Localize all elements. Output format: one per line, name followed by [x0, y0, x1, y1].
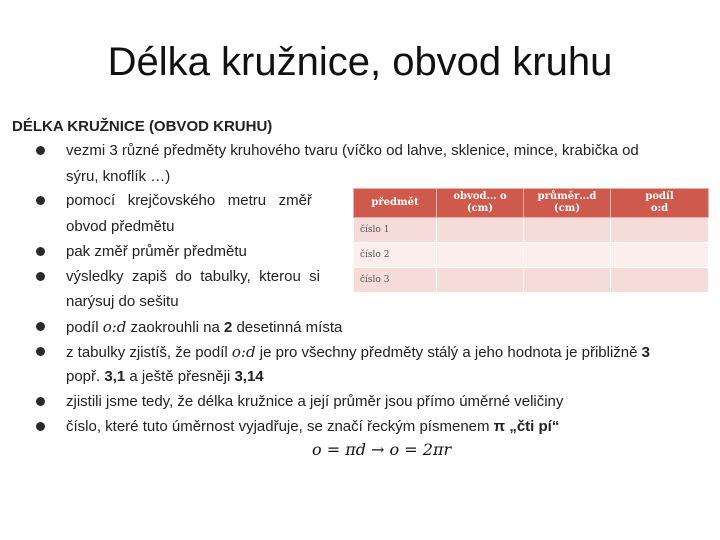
- table-cell: [524, 243, 611, 268]
- text: zaokrouhli na: [126, 319, 224, 336]
- col-header-circumference: [437, 189, 524, 218]
- bullet-dot: [36, 146, 45, 155]
- text: je pro všechny předměty stálý a jeho hodnota je přibližně: [255, 344, 642, 361]
- text-bold: 3,14: [234, 368, 264, 385]
- header-line: o:d: [650, 203, 669, 214]
- text-bold: 2: [223, 319, 233, 336]
- bullet-6-line-2: [66, 368, 264, 385]
- table-cell: [611, 268, 709, 293]
- bullet-dot: [36, 196, 45, 205]
- table-cell: číslo 3: [354, 268, 437, 293]
- bullet-dot: [36, 247, 45, 256]
- table-cell: číslo 2: [354, 243, 437, 268]
- col-header-diameter: [524, 189, 611, 218]
- text: podíl: [66, 319, 103, 336]
- bullet-4-line-2: narýsuj do sešitu: [66, 293, 179, 310]
- table-header-row: [354, 189, 709, 218]
- bullet-2-line-1: pomocí krejčovského metru změř: [66, 192, 312, 209]
- table-cell: [524, 218, 611, 243]
- table-cell: číslo 1: [354, 218, 437, 243]
- bullet-2-line-2: obvod předmětu: [66, 218, 175, 235]
- text-bold: 3,1: [104, 368, 126, 385]
- table-row: [354, 268, 709, 293]
- header-line: průměr…d: [537, 191, 597, 202]
- table-row: [354, 218, 709, 243]
- table-cell: [437, 243, 524, 268]
- table-row: [354, 243, 709, 268]
- bullet-6-line-1: [66, 343, 650, 361]
- text-bold: 3: [641, 344, 650, 361]
- bullet-dot: [36, 422, 45, 431]
- header-line: (cm): [553, 203, 581, 214]
- bullet-dot: [36, 397, 45, 406]
- slide-content: [8, 114, 714, 474]
- bullet-dot: [36, 272, 45, 281]
- bullet-5-line-1: [66, 318, 342, 336]
- bullet-1-line-1: vezmi 3 různé předměty kruhového tvaru (víčko od lahve, sklenice, mince, krabička od: [66, 142, 639, 159]
- text: desetinná místa: [232, 319, 343, 336]
- bullet-3-line-1: pak změř průměr předmětu: [66, 243, 247, 260]
- bullet-dot: [36, 322, 45, 331]
- col-header-ratio: [611, 189, 709, 218]
- header-line: předmět: [371, 197, 419, 208]
- text: z tabulky zjistíš, že podíl: [66, 344, 232, 361]
- text-bold: π „čti pí“: [493, 418, 560, 435]
- table-cell: [437, 268, 524, 293]
- bullet-7-line-1: zjistili jsme tedy, že délka kružnice a její průměr jsou přímo úměrné veličiny: [66, 393, 564, 410]
- table-cell: [611, 218, 709, 243]
- formula: o = πd → o = 2πr: [312, 440, 452, 459]
- col-header-object: [354, 189, 437, 218]
- bullet-dot: [36, 347, 45, 356]
- math-ratio: o:d: [102, 318, 127, 336]
- math-ratio: o:d: [231, 343, 256, 361]
- header-line: (cm): [466, 203, 494, 214]
- header-line: obvod… o: [453, 191, 507, 202]
- bullet-8-line-1: [66, 418, 559, 435]
- measurement-table: [353, 188, 709, 293]
- text: popř.: [66, 368, 105, 385]
- slide-title: Délka kružnice, obvod kruhu: [107, 40, 613, 84]
- text: číslo, které tuto úměrnost vyjadřuje, se značí řeckým písmenem: [66, 418, 494, 435]
- bullet-4-line-1: výsledky zapiš do tabulky, kterou si: [66, 268, 320, 285]
- table-cell: [611, 243, 709, 268]
- table-cell: [437, 218, 524, 243]
- section-heading: DÉLKA KRUŽNICE (OBVOD KRUHU): [12, 118, 273, 135]
- header-line: podíl: [645, 191, 674, 202]
- table-cell: [524, 268, 611, 293]
- text: a ještě přesněji: [125, 368, 235, 385]
- bullet-1-line-2: sýru, knoflík …): [66, 168, 171, 185]
